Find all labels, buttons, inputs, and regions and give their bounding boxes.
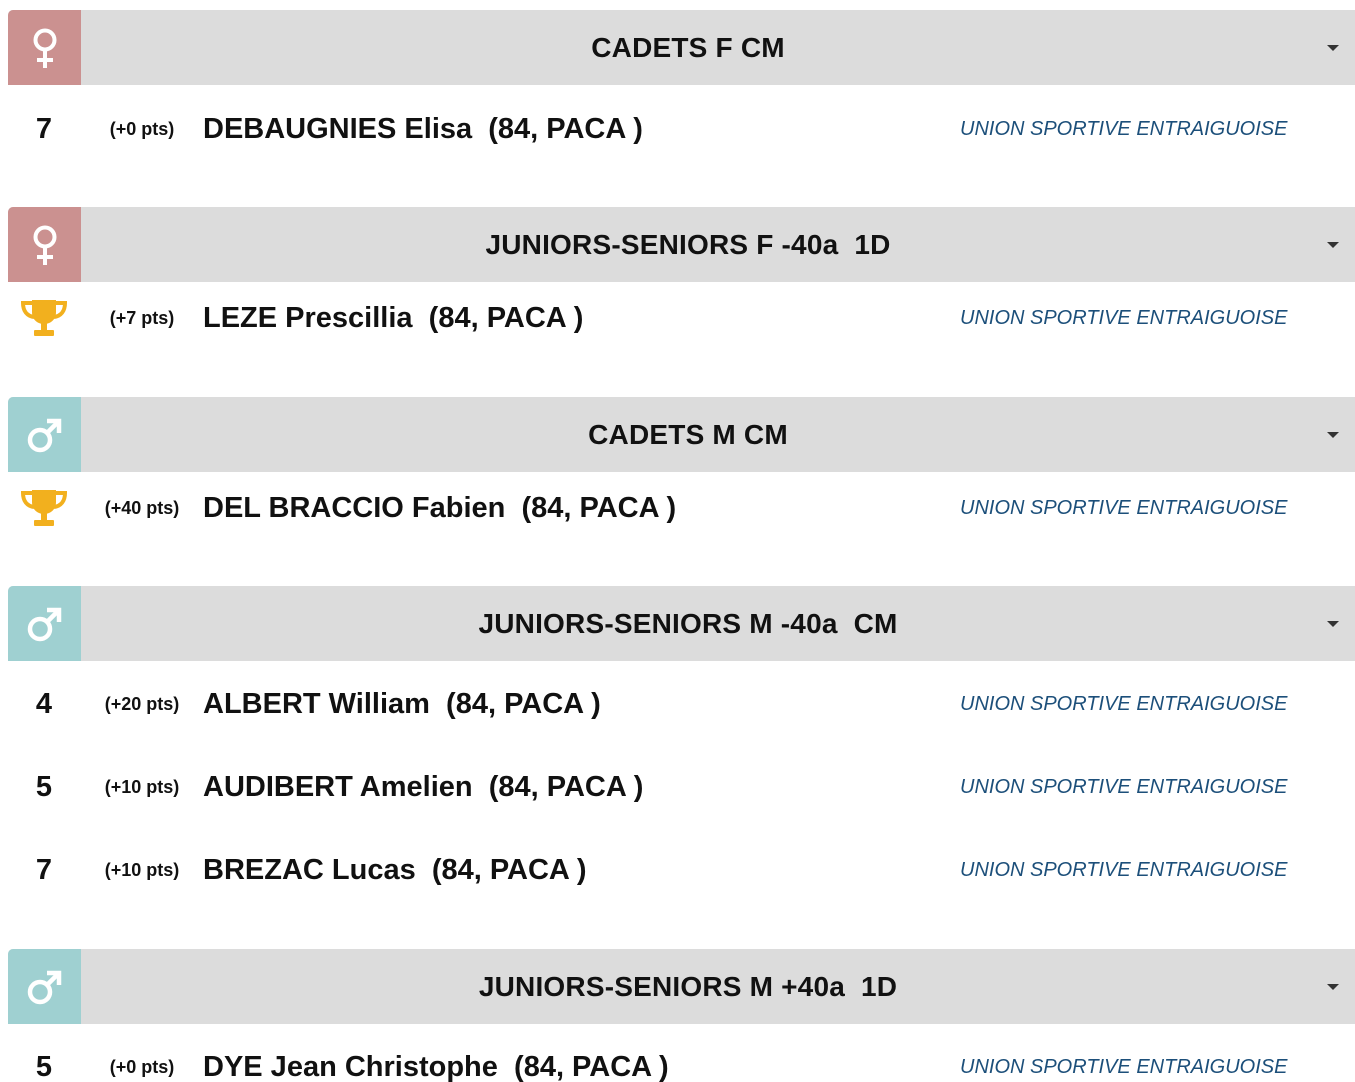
club-link[interactable]: UNION SPORTIVE ENTRAIGUOISE: [960, 496, 1288, 519]
points: (+0 pts): [109, 1056, 175, 1077]
category-header[interactable]: [8, 10, 1355, 85]
athlete-name-text: ALBERT William: [203, 687, 430, 720]
chevron-down-icon[interactable]: [1327, 432, 1339, 438]
category-title: CADETS M CM: [588, 418, 788, 450]
athlete-region: (84, PACA ): [488, 112, 643, 145]
athlete-name[interactable]: [203, 688, 948, 721]
athlete-name[interactable]: [203, 1051, 948, 1082]
athlete-name[interactable]: [203, 854, 948, 887]
result-row: [0, 483, 1355, 533]
rank: 5: [35, 1050, 53, 1082]
chevron-down-icon[interactable]: [1327, 242, 1339, 248]
trophy-badge: [0, 488, 88, 528]
athlete-region: (84, PACA ): [431, 853, 587, 886]
gender-badge-male: [8, 586, 81, 661]
club-link[interactable]: UNION SPORTIVE ENTRAIGUOISE: [960, 775, 1288, 798]
chevron-down-icon[interactable]: [1327, 984, 1339, 990]
result-row: [0, 293, 1355, 343]
athlete-region: (84, PACA ): [521, 491, 677, 524]
category-title: JUNIORS-SENIORS M +40a 1D: [478, 970, 898, 1002]
category-title: CADETS F CM: [591, 31, 785, 63]
male-symbol-icon: [25, 415, 65, 455]
athlete-name[interactable]: [203, 771, 948, 804]
male-symbol-icon: [25, 967, 65, 1007]
category-header[interactable]: [8, 207, 1355, 282]
category-header[interactable]: [8, 586, 1355, 661]
points: (+10 pts): [104, 859, 180, 880]
points: (+0 pts): [109, 118, 175, 139]
points: (+40 pts): [104, 497, 180, 518]
athlete-name-text: LEZE Prescillia: [203, 301, 413, 334]
athlete-name[interactable]: [203, 492, 948, 525]
trophy-icon: [19, 488, 69, 528]
result-row: [0, 1042, 1355, 1082]
chevron-down-icon[interactable]: [1327, 45, 1339, 51]
category-header[interactable]: [8, 397, 1355, 472]
gender-badge-male: [8, 397, 81, 472]
gender-badge-female: [8, 207, 81, 282]
rank: 5: [35, 770, 53, 803]
points: (+20 pts): [104, 693, 180, 714]
rank: 7: [35, 112, 53, 145]
club-link[interactable]: UNION SPORTIVE ENTRAIGUOISE: [960, 306, 1288, 329]
points: (+7 pts): [109, 307, 175, 328]
result-row: [0, 845, 1355, 895]
trophy-icon: [19, 298, 69, 338]
trophy-badge: [0, 298, 88, 338]
chevron-down-icon[interactable]: [1327, 621, 1339, 627]
athlete-name-text: BREZAC Lucas: [203, 853, 416, 886]
category-header[interactable]: [8, 949, 1355, 1024]
athlete-name-text: DYE Jean Christophe: [203, 1050, 498, 1082]
athlete-name-text: DEL BRACCIO Fabien: [203, 491, 506, 524]
male-symbol-icon: [25, 604, 65, 644]
gender-badge-female: [8, 10, 81, 85]
athlete-name-text: DEBAUGNIES Elisa: [203, 112, 473, 145]
result-row: [0, 762, 1355, 812]
result-row: [0, 679, 1355, 729]
athlete-name-text: AUDIBERT Amelien: [203, 770, 473, 803]
athlete-region: (84, PACA ): [488, 770, 644, 803]
rank: 7: [35, 853, 53, 886]
category-title: JUNIORS-SENIORS M -40a CM: [478, 607, 898, 639]
category-title: JUNIORS-SENIORS F -40a 1D: [485, 228, 891, 260]
club-link[interactable]: UNION SPORTIVE ENTRAIGUOISE: [960, 117, 1288, 140]
athlete-name[interactable]: [203, 302, 948, 335]
athlete-region: (84, PACA ): [428, 301, 584, 334]
points: (+10 pts): [104, 776, 180, 797]
athlete-region: (84, PACA ): [446, 687, 601, 720]
female-symbol-icon: [30, 26, 60, 70]
female-symbol-icon: [30, 223, 60, 267]
athlete-region: (84, PACA ): [514, 1050, 669, 1082]
club-link[interactable]: UNION SPORTIVE ENTRAIGUOISE: [960, 858, 1288, 881]
result-row: [0, 104, 1355, 154]
rank: 4: [35, 687, 53, 720]
club-link[interactable]: UNION SPORTIVE ENTRAIGUOISE: [960, 692, 1288, 715]
club-link[interactable]: UNION SPORTIVE ENTRAIGUOISE: [960, 1055, 1288, 1078]
athlete-name[interactable]: [203, 113, 948, 146]
gender-badge-male: [8, 949, 81, 1024]
